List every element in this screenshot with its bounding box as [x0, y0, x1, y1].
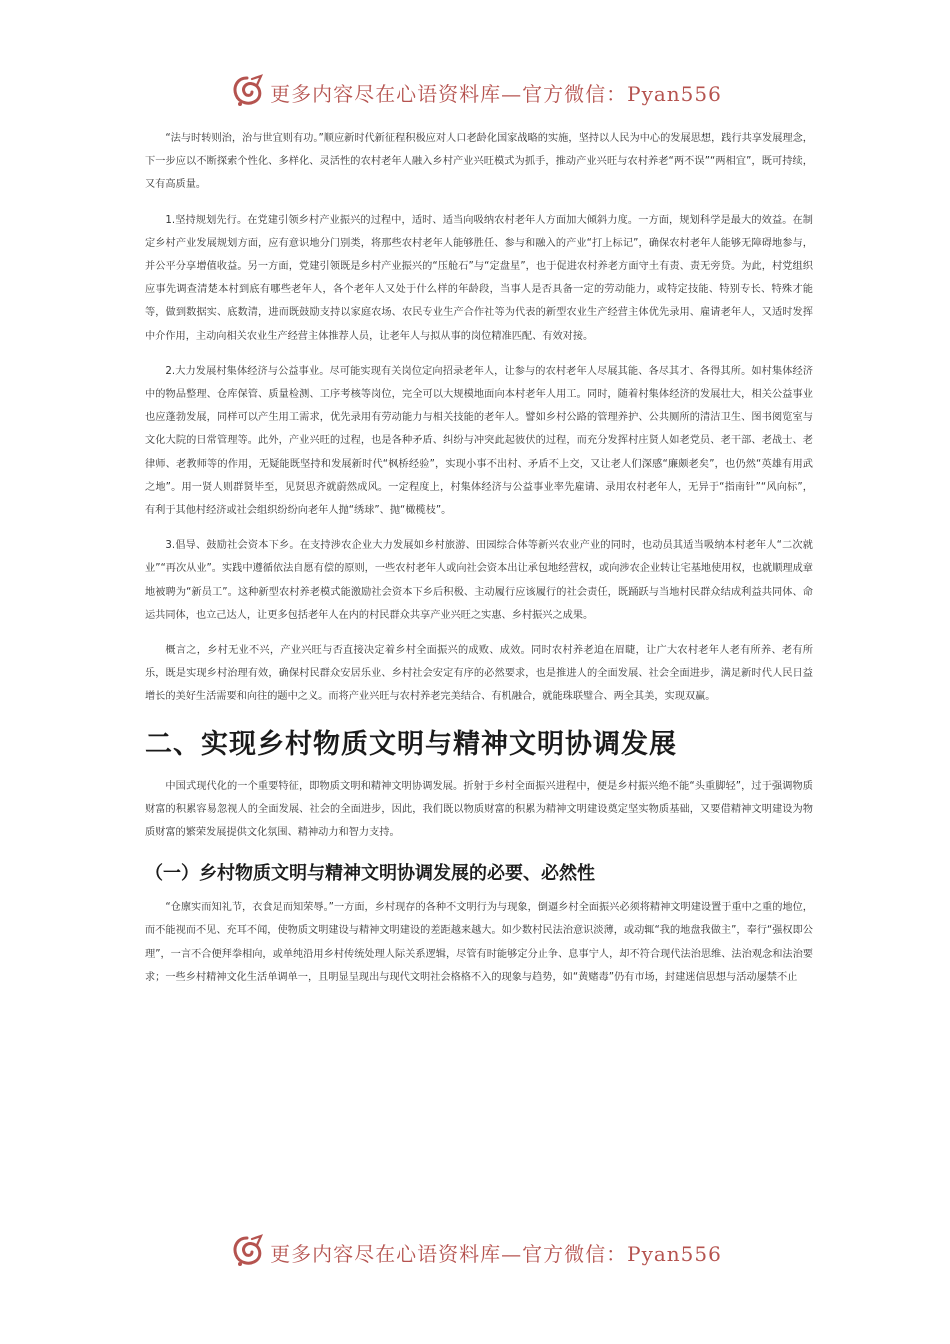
- red-spiral-logo-icon: [228, 73, 266, 111]
- paragraph-intro: “法与时转则治，治与世宜则有功。”顺应新时代新征程积极应对人口老龄化国家战略的实施，坚持以人民为中心的发展思想，践行共享发展理念，下一步应以不断探索个性化、多样化、灵活性的农村老年人融入乡村产业兴旺模式为抓手，推动产业兴旺与农村养老“两不误”“两相宜”，既可持续，又有高质量。: [145, 133, 813, 191]
- document-body: [145, 127, 813, 1001]
- paragraph-item-1: 1.坚持规划先行。在党建引领乡村产业振兴的过程中，适时、适当向吸纳农村老年人方面加大倾斜力度。一方面，规划科学是最大的效益。在制定乡村产业发展规划方面，应有意识地分门别类，将那些农村老年人能够胜任、参与和融入的产业“打上标记”，确保农村老年人能够无障碍地参与，并公平分享增值收益。另一方面，党建引领既是乡村产业振兴的“压舱石”与“定盘星”，也于促进农村养老方面守土有责、责无旁贷。为此，村党组织应事先调查清楚本村到底有哪些老年人，各个老年人又处于什么样的年龄段，当事人是否具备一定的劳动能力，或特定技能、特别专长、特殊才能等，做到数据实、底数清，进而既鼓励支持以家庭农场、农民专业生产合作社等为代表的新型农业生产经营主体优先录用、雇请老年人，又适时发挥中介作用，主动向相关农业生产经营主体推荐人员，让老年人与拟从事的岗位精准匹配、有效对接。: [145, 214, 813, 342]
- subsection-heading: （一）乡村物质文明与精神文明协调发展的必要、必然性: [145, 863, 595, 885]
- red-spiral-logo-icon: [228, 1233, 266, 1271]
- header-watermark-banner: [0, 70, 950, 114]
- watermark-text: 更多内容尽在心语资料库—官方微信：Pyan556: [270, 81, 722, 106]
- footer-watermark-banner: [0, 1230, 950, 1274]
- paragraph-item-3: 3.倡导、鼓励社会资本下乡。在支持涉农企业大力发展如乡村旅游、田园综合体等新兴农业产业的同时，也动员其适当吸纳本村老年人“二次就业”“再次从业”。实践中遵循依法自愿有偿的原则，一些农村老年人或向社会资本出让承包地经营权，或向涉农企业转让宅基地使用权，也就顺理成章地被聘为“新员工”。这种新型农村养老模式能激励社会资本下乡后积极、主动履行应该履行的社会责任，既踊跃与当地村民群众结成利益共同体、命运共同体，也立己达人，让更多包括老年人在内的村民群众共享产业兴旺之实惠、乡村振兴之成果。: [145, 540, 813, 621]
- section-heading: 二、实现乡村物质文明与精神文明协调发展: [145, 728, 677, 760]
- paragraph-subsection: “仓廪实而知礼节，衣食足而知荣辱。”一方面，乡村现存的各种不文明行为与现象，倒逼乡村全面振兴必须将精神文明建设置于重中之重的地位，而不能视而不见、充耳不闻，使物质文明建设与精神文明建设的差距越来越大。如少数村民法治意识淡薄，或动辄“我的地盘我做主”，奉行“强权即公理”，一言不合便拜拳相向，或单纯沿用乡村传统处理人际关系逻辑，尽管有时能够定分止争、息事宁人，却不符合现代法治思维、法治观念和法治要求；一些乡村精神文化生活单调单一，且明显呈现出与现代文明社会格格不入的现象与趋势，如“黄赌毒”仍有市场，封建迷信思想与活动屡禁不止: [145, 902, 813, 983]
- paragraph-item-2: 2.大力发展村集体经济与公益事业。尽可能实现有关岗位定向招录老年人，让参与的农村老年人尽展其能、各尽其才、各得其所。如村集体经济中的物品整理、仓库保管、质量检测、工序考核等岗位，完全可以大规模地面向本村老年人用工。同时，随着村集体经济的发展壮大，相关公益事业也应蓬勃发展，同样可以产生用工需求，优先录用有劳动能力与相关技能的老年人。譬如乡村公路的管理养护、公共厕所的清洁卫生、图书阅览室与文化大院的日常管理等。此外，产业兴旺的过程，也是各种矛盾、纠纷与冲突此起彼伏的过程，而充分发挥村庄贤人如老党员、老干部、老战士、老律师、老教师等的作用，无疑能既坚持和发展新时代“枫桥经验”，实现小事不出村、矛盾不上交，又让老人们深感“廉颇老矣”，也仍然“英雄有用武之地”。用一贤人则群贤毕至，见贤思齐就蔚然成风。一定程度上，村集体经济与公益事业率先雇请、录用农村老年人，无异于“指南针”“风向标”，有利于其他村经济或社会组织纷纷向老年人抛“绣球”、抛“橄榄枝”。: [145, 365, 813, 517]
- paragraph-summary: 概言之，乡村无业不兴，产业兴旺与否直接决定着乡村全面振兴的成败、成效。同时农村养老迫在眉睫，让广大农村老年人老有所养、老有所乐，既是实现乡村治理有效，确保村民群众安居乐业、乡村社会安定有序的必然要求，也是推进人的全面发展、社会全面进步，满足新时代人民日益增长的美好生活需要和向往的题中之义。而将产业兴旺与农村养老完美结合、有机融合，就能珠联璧合、两全其美，实现双赢。: [145, 645, 813, 703]
- paragraph-section-intro: 中国式现代化的一个重要特征，即物质文明和精神文明协调发展。折射于乡村全面振兴进程中，便是乡村振兴绝不能“头重脚轻”，过于强调物质财富的积累容易忽视人的全面发展、社会的全面进步，因此，我们既以物质财富的积累为精神文明建设奠定坚实物质基础，又要借精神文明建设为物质财富的繁荣发展提供文化氛围、精神动力和智力支持。: [145, 780, 813, 839]
- watermark-text: 更多内容尽在心语资料库—官方微信：Pyan556: [270, 1241, 722, 1266]
